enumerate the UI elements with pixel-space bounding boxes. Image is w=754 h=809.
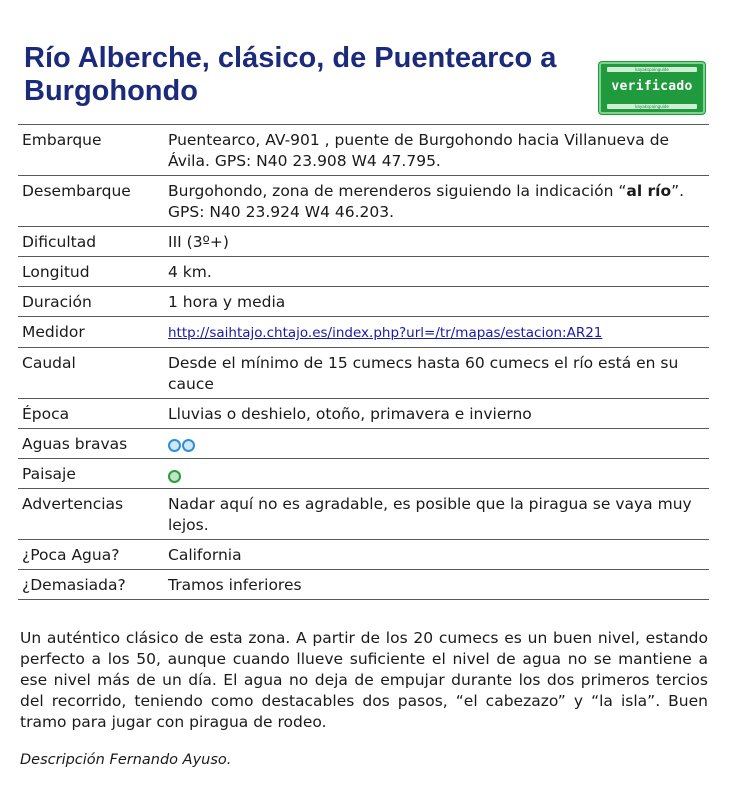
- whitewater-ring-icon: [182, 439, 195, 452]
- page-title: Río Alberche, clásico, de Puentearco a Burgohondo: [24, 42, 557, 107]
- row-value-duracion: 1 hora y media: [168, 293, 286, 311]
- row-value-paisaje: [164, 459, 709, 489]
- table-row: [18, 489, 709, 540]
- row-value-demasiada: Tramos inferiores: [168, 576, 302, 594]
- badge-strip-top: kayakspainguide: [607, 67, 697, 72]
- table-row: [18, 176, 709, 227]
- row-value-embarque: Puentearco, AV-901 , puente de Burgohondo hacia Villanueva de Ávila. GPS: N40 23.908 W4 47.795.: [168, 131, 670, 170]
- route-description: Un auténtico clásico de esta zona. A partir de los 20 cumecs es un buen nivel, estando perfecto a los 50, aunque cuando llueve suficiente el nivel de agua no se mantiene a ese nivel más de un día. El agua no deja de empujar durante los dos primeros tercios del recorrido, teniendo como destacables dos pasos, “el cabezazo” y “la isla”. Buen tramo para jugar con piragua de rodeo.: [20, 629, 708, 731]
- row-label-embarque: Embarque: [22, 131, 102, 149]
- route-info-table: [18, 124, 709, 600]
- row-label-paisaje: Paisaje: [22, 465, 76, 483]
- row-label-longitud: Longitud: [22, 263, 90, 281]
- gauge-link[interactable]: http://saihtajo.chtajo.es/index.php?url=/tr/mapas/estacion:AR21: [168, 325, 603, 341]
- row-label-poca-agua: ¿Poca Agua?: [22, 546, 120, 564]
- table-row: [18, 459, 709, 489]
- row-value-medidor: [164, 317, 709, 348]
- row-label-desembarque: Desembarque: [22, 182, 131, 200]
- table-row: [18, 429, 709, 459]
- whitewater-ring-icon: [168, 439, 181, 452]
- table-row: [18, 348, 709, 399]
- row-label-medidor: Medidor: [22, 323, 85, 341]
- description-author: Descripción Fernando Ayuso.: [20, 752, 232, 768]
- row-label-epoca: Época: [22, 405, 70, 423]
- table-row: [18, 125, 709, 176]
- table-row: [18, 257, 709, 287]
- row-value-poca-agua: California: [168, 546, 242, 564]
- row-label-aguas-bravas: Aguas bravas: [22, 435, 128, 453]
- table-row: [18, 227, 709, 257]
- table-row: [18, 317, 709, 348]
- desembarque-text-pre: Burgohondo, zona de merenderos siguiendo la indicación “: [168, 182, 627, 200]
- row-value-desembarque: [164, 176, 709, 227]
- table-row: [18, 399, 709, 429]
- row-label-demasiada: ¿Demasiada?: [22, 576, 126, 594]
- table-row: [18, 287, 709, 317]
- table-row: [18, 540, 709, 570]
- desembarque-text-post: ”. GPS: N40 23.924 W4 46.203.: [168, 182, 685, 221]
- row-value-epoca: Lluvias o deshielo, otoño, primavera e invierno: [168, 405, 532, 423]
- row-value-advertencias: Nadar aquí no es agradable, es posible que la piragua se vaya muy lejos.: [168, 495, 692, 534]
- row-value-dificultad: III (3º+): [168, 233, 229, 251]
- row-label-advertencias: Advertencias: [22, 495, 124, 513]
- row-value-longitud: 4 km.: [168, 263, 212, 281]
- row-value-aguas-bravas: [164, 429, 709, 459]
- row-label-duracion: Duración: [22, 293, 92, 311]
- desembarque-text-bold: al río: [626, 182, 672, 200]
- row-label-dificultad: Dificultad: [22, 233, 97, 251]
- row-label-caudal: Caudal: [22, 354, 76, 372]
- landscape-rating-icon: [168, 470, 181, 483]
- table-row: [18, 570, 709, 600]
- badge-label: verificado: [611, 79, 693, 94]
- row-value-caudal: Desde el mínimo de 15 cumecs hasta 60 cumecs el río está en su cauce: [168, 354, 679, 393]
- verified-badge: [599, 62, 705, 114]
- badge-strip-bottom: kayakspainguide: [607, 104, 697, 109]
- whitewater-rating-icon: [168, 439, 195, 452]
